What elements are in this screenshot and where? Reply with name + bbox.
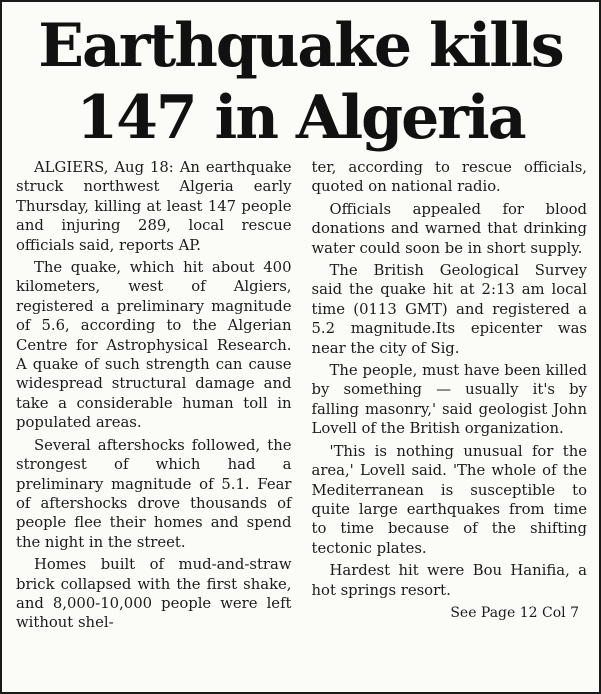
article-paragraph: Homes built of mud-and-straw brick collapsed with the first shake, and 8,000-10,000 people were left without shel- xyxy=(16,556,292,632)
article-paragraph: Hardest hit were Bou Hanifia, a hot springs resort. xyxy=(311,562,587,599)
jump-line-text: See Page 12 Col 7 xyxy=(450,604,579,621)
article-paragraph: The people, must have been killed by something — usually it's by falling masonry,' said geologist John Lovell of the British organization. xyxy=(311,362,587,438)
article-column-left xyxy=(16,158,292,686)
article-paragraph: Officials appealed for blood donations and warned that drinking water could soon be in short supply. xyxy=(311,200,587,257)
article-column-right xyxy=(312,158,588,686)
article-paragraph-continued: ter, according to rescue officials, quoted on national radio. xyxy=(311,159,587,196)
article-paragraph: 'This is nothing unusual for the area,' Lovell said. 'The whole of the Mediterranean is susceptible to quite large earthquakes from time to time because of the shifting tectonic plates. xyxy=(311,442,587,557)
headline-line-1: Earthquake kills xyxy=(38,11,563,81)
continuation-jump-line xyxy=(312,603,588,623)
article-paragraph: The quake, which hit about 400 kilometers, west of Algiers, registered a preliminary magnitude of 5.6, according to the Algerian Centre for Astrophysical Research. A quake of such strength can cause widespread structural damage and take a considerable human toll in populated areas. xyxy=(16,259,292,432)
headline-line-2: 147 in Algeria xyxy=(76,83,525,153)
article-paragraph-dateline: ALGIERS, Aug 18: An earthquake struck northwest Algeria early Thursday, killing at least 147 people and injuring 289, local rescue officials said, reports AP. xyxy=(16,159,292,254)
headline xyxy=(2,2,599,154)
article-paragraph: The British Geological Survey said the quake hit at 2:13 am local time (0113 GMT) and registered a 5.2 magnitude.Its epicenter was near the city of Sig. xyxy=(311,262,587,357)
article-paragraph: Several aftershocks followed, the strongest of which had a preliminary magnitude of 5.1. Fear of aftershocks drove thousands of people flee their homes and spend the night in the street. xyxy=(16,436,292,551)
article-body xyxy=(16,158,587,686)
